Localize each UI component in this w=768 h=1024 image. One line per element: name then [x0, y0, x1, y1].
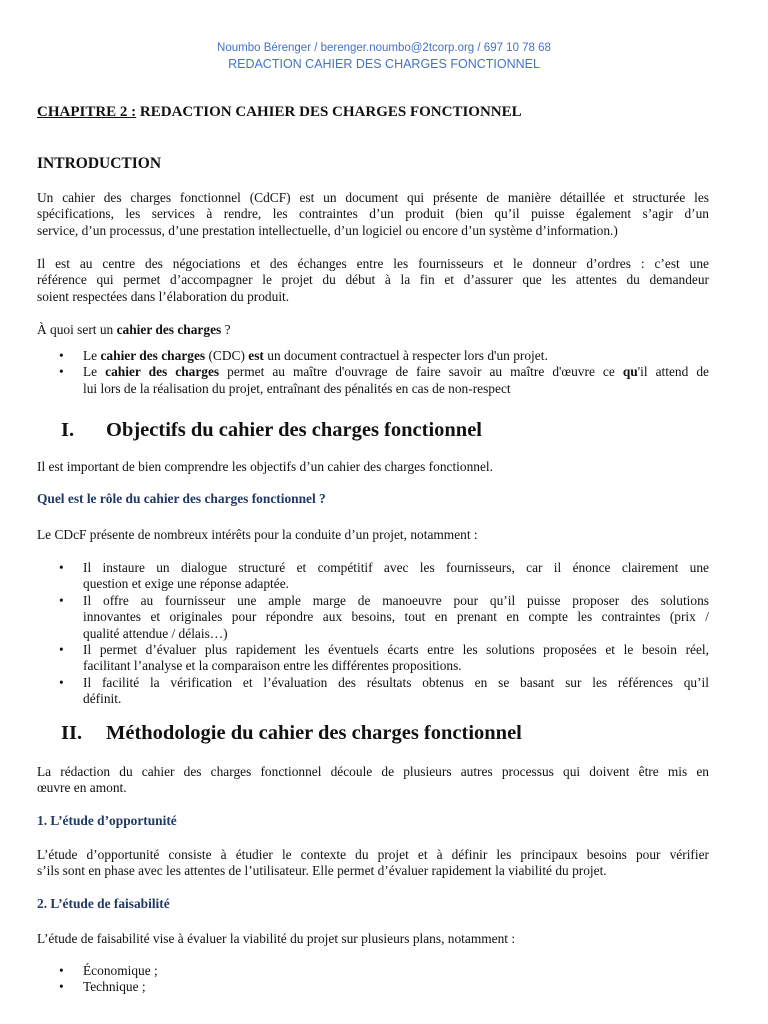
section-2-paragraph-2: L’étude de faisabilité vise à évaluer la viabilité du projet sur plusieurs plans, notamment : — [37, 931, 516, 946]
section-2-heading — [61, 722, 522, 745]
bold-text: qu — [622, 364, 638, 380]
bullet-icon: • — [59, 348, 64, 363]
intro-paragraph-1 — [37, 190, 709, 239]
chapter-name: REDACTION CAHIER DES CHARGES FONCTIONNEL — [139, 104, 522, 120]
section-number: II. — [61, 722, 83, 744]
section-title: Méthodologie du cahier des charges fonctionnel — [106, 722, 522, 744]
intro-bullet-list — [37, 348, 709, 397]
list-item — [37, 675, 709, 708]
list-item — [37, 364, 709, 397]
section-1-paragraph: Le CDcF présente de nombreux intérêts pour la conduite d’un projet, notamment : — [37, 527, 478, 542]
list-item — [37, 593, 709, 642]
text-line: soient respectées dans l’élaboration du produit. — [37, 288, 290, 304]
header-contact: Noumbo Bérenger / berenger.noumbo@2tcorp.org / 697 10 78 68 — [217, 42, 551, 54]
text-line: Il facilité la vérification et l’évaluation des résultats obtenus en se basant sur les références qu’il — [83, 674, 709, 690]
text-line: facilitant l’analyse et la comparaison entre les différentes propositions. — [83, 658, 462, 674]
section-title: Objectifs du cahier des charges fonctionnel — [106, 419, 482, 441]
text: un document contractuel à respecter lors d'un projet. — [263, 348, 548, 363]
text-line: Il offre au fournisseur une ample marge de manoeuvre pour qu’il puisse proposer des solutions — [83, 592, 709, 608]
text: Le — [83, 364, 106, 380]
section-1-bullet-list — [37, 560, 709, 708]
chapter-label: CHAPITRE 2 : — [37, 104, 137, 120]
section-1-intro: Il est important de bien comprendre les objectifs d’un cahier des charges fonctionnel. — [37, 459, 493, 474]
bullet-icon: • — [59, 364, 64, 380]
section-1-heading — [61, 419, 482, 442]
intro-heading: INTRODUCTION — [37, 155, 162, 172]
bullet-icon: • — [59, 642, 64, 658]
chapter-title — [37, 104, 522, 121]
text: 'il attend de — [637, 364, 709, 380]
text-line: question et exige une réponse adaptée. — [83, 576, 289, 592]
list-item — [37, 963, 709, 979]
text-line: spécifications, les services à rendre, les contraintes d’un produit (bien qu’il puisse également s’agir d’un — [37, 206, 709, 222]
text-line: La rédaction du cahier des charges fonctionnel découle de plusieurs autres processus qui doivent être mis en — [37, 764, 709, 779]
text-line: L’étude d’opportunité consiste à étudier le contexte du projet et à définir les principaux besoins pour vérifier — [37, 847, 709, 862]
text-line: innovantes et originales pour répondre aux besoins, tout en prenant en compte les contraintes (prix / — [83, 609, 709, 625]
question-mark: ? — [221, 322, 231, 337]
question-text: À quoi sert un — [37, 322, 117, 337]
section-2-subheading-1: 1. L’étude d’opportunité — [37, 813, 177, 828]
bullet-icon: • — [59, 592, 64, 608]
bullet-icon: • — [59, 963, 64, 978]
section-number: I. — [61, 419, 75, 441]
bullet-icon: • — [59, 560, 64, 575]
text-line — [83, 364, 709, 380]
bullet-icon: • — [59, 979, 64, 995]
section-2-bullet-list — [37, 963, 709, 996]
text: Le — [83, 348, 101, 363]
bold-text: est — [248, 348, 264, 363]
list-item — [37, 560, 709, 593]
text: Économique ; — [83, 963, 158, 978]
text-line: s’ils sont en phase avec les attentes de l’utilisateur. Elle permet d’évaluer rapidement la viabilité du projet. — [37, 863, 607, 879]
list-item — [37, 979, 709, 995]
section-2-paragraph-1 — [37, 847, 709, 880]
intro-question — [37, 322, 709, 338]
header-doc-title: REDACTION CAHIER DES CHARGES FONCTIONNEL — [228, 57, 540, 71]
text-line: référence qui permet d’accompagner le projet du début à la fin et d’assurer que les attentes du demandeur — [37, 272, 709, 288]
text-line: lui lors de la réalisation du projet, entraînant des pénalités en cas de non-respect — [83, 380, 511, 396]
text-line: qualité attendue / délais…) — [83, 625, 228, 641]
bullet-icon: • — [59, 674, 64, 690]
question-bold: cahier des charges — [116, 322, 222, 337]
text-line: œuvre en amont. — [37, 780, 127, 796]
section-2-subheading-2: 2. L’étude de faisabilité — [37, 896, 170, 911]
text: (CDC) — [205, 348, 249, 363]
section-2-intro — [37, 764, 709, 797]
bold-text: cahier des charges — [105, 364, 220, 380]
text-line: Un cahier des charges fonctionnel (CdCF) est un document qui présente de manière détaillée et structurée les — [37, 190, 709, 205]
text-line: Il instaure un dialogue structuré et compétitif avec les fournisseurs, car il énonce clairement une — [83, 560, 709, 575]
text-line: Il est au centre des négociations et des échanges entre les fournisseurs et le donneur d’ordres : c’est une — [37, 256, 709, 271]
bold-text: cahier des charges — [100, 348, 206, 363]
text-line: définit. — [83, 691, 122, 707]
list-item — [37, 642, 709, 675]
intro-paragraph-2 — [37, 256, 709, 305]
text: permet au maître d'ouvrage de faire savoir au maître d'œuvre ce — [219, 364, 623, 380]
section-1-subheading: Quel est le rôle du cahier des charges fonctionnel ? — [37, 491, 326, 506]
text-line: Il permet d’évaluer plus rapidement les éventuels écarts entre les solutions proposées et le besoin réel, — [83, 642, 709, 658]
text-line: service, d’un processus, d’une prestation intellectuelle, d’un logiciel ou encore d’un système d’information.) — [37, 222, 618, 238]
text: Technique ; — [83, 979, 146, 995]
list-item — [37, 348, 709, 364]
